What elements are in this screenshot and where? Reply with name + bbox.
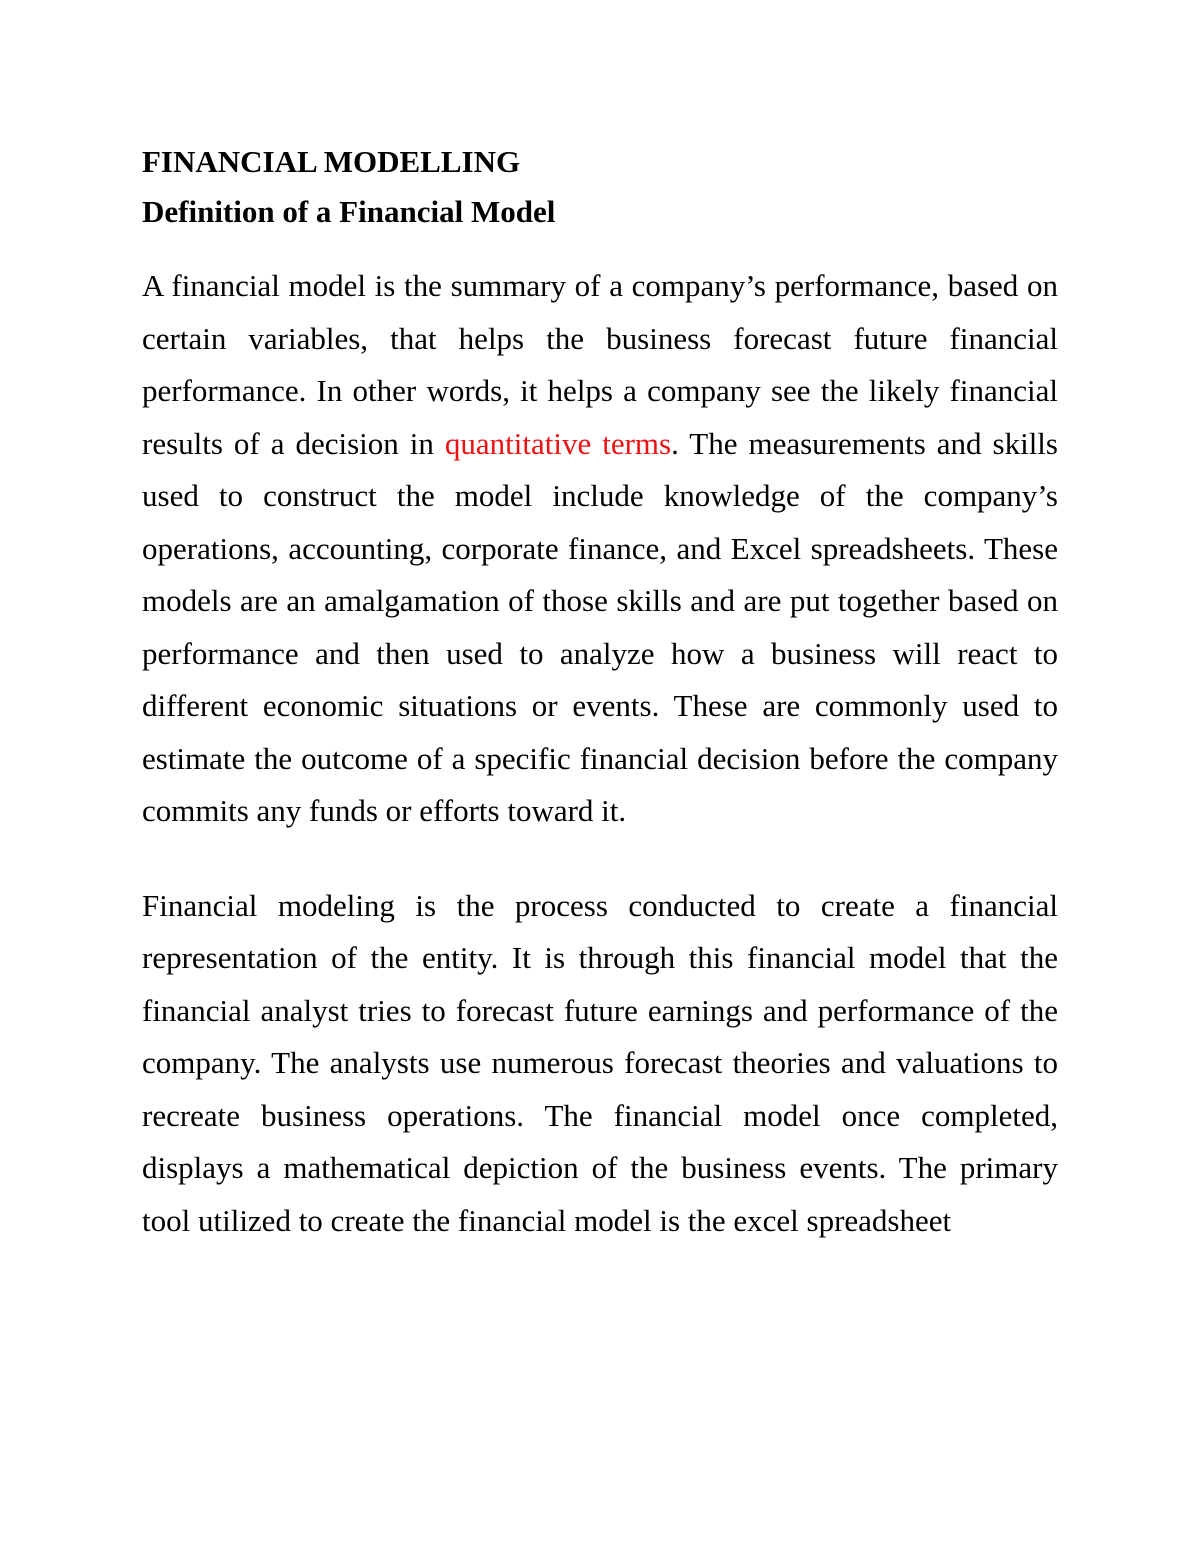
paragraph-modeling-process: Financial modeling is the process conducted to create a financial representation of the entity. It is through this financial model that the financial analyst tries to forecast future earnings and performance of the company. The analysts use numerous forecast theories and valuations to recreate business operations. The financial model once completed, displays a mathematical depiction of the business events. The primary tool utilized to create the financial model is the excel spreadsheet — [142, 887, 1058, 1238]
paragraph-definition — [142, 260, 1058, 838]
section-heading: Definition of a Financial Model — [142, 194, 556, 229]
paragraph-definition-text-start: A financial model is the summary of a company’s performance, based on certain variables, that helps the business forecast future financial performance. In other words, it helps a company see the likely financial results of a decision in — [142, 268, 1058, 461]
paragraph-definition-text-end: . The measurements and skills used to construct the model include knowledge of the company’s operations, accounting, corporate finance, and Excel spreadsheets. These models are an amalgamation of those skills and are put together based on performance and then used to analyze how a business will react to different economic situations or events. These are commonly used to estimate the outcome of a specific financial decision before the company commits any funds or efforts toward it. — [142, 425, 1058, 828]
document-body — [142, 140, 1058, 1247]
quantitative-terms-link[interactable]: quantitative terms — [444, 425, 672, 461]
document-title: FINANCIAL MODELLING — [142, 144, 521, 179]
